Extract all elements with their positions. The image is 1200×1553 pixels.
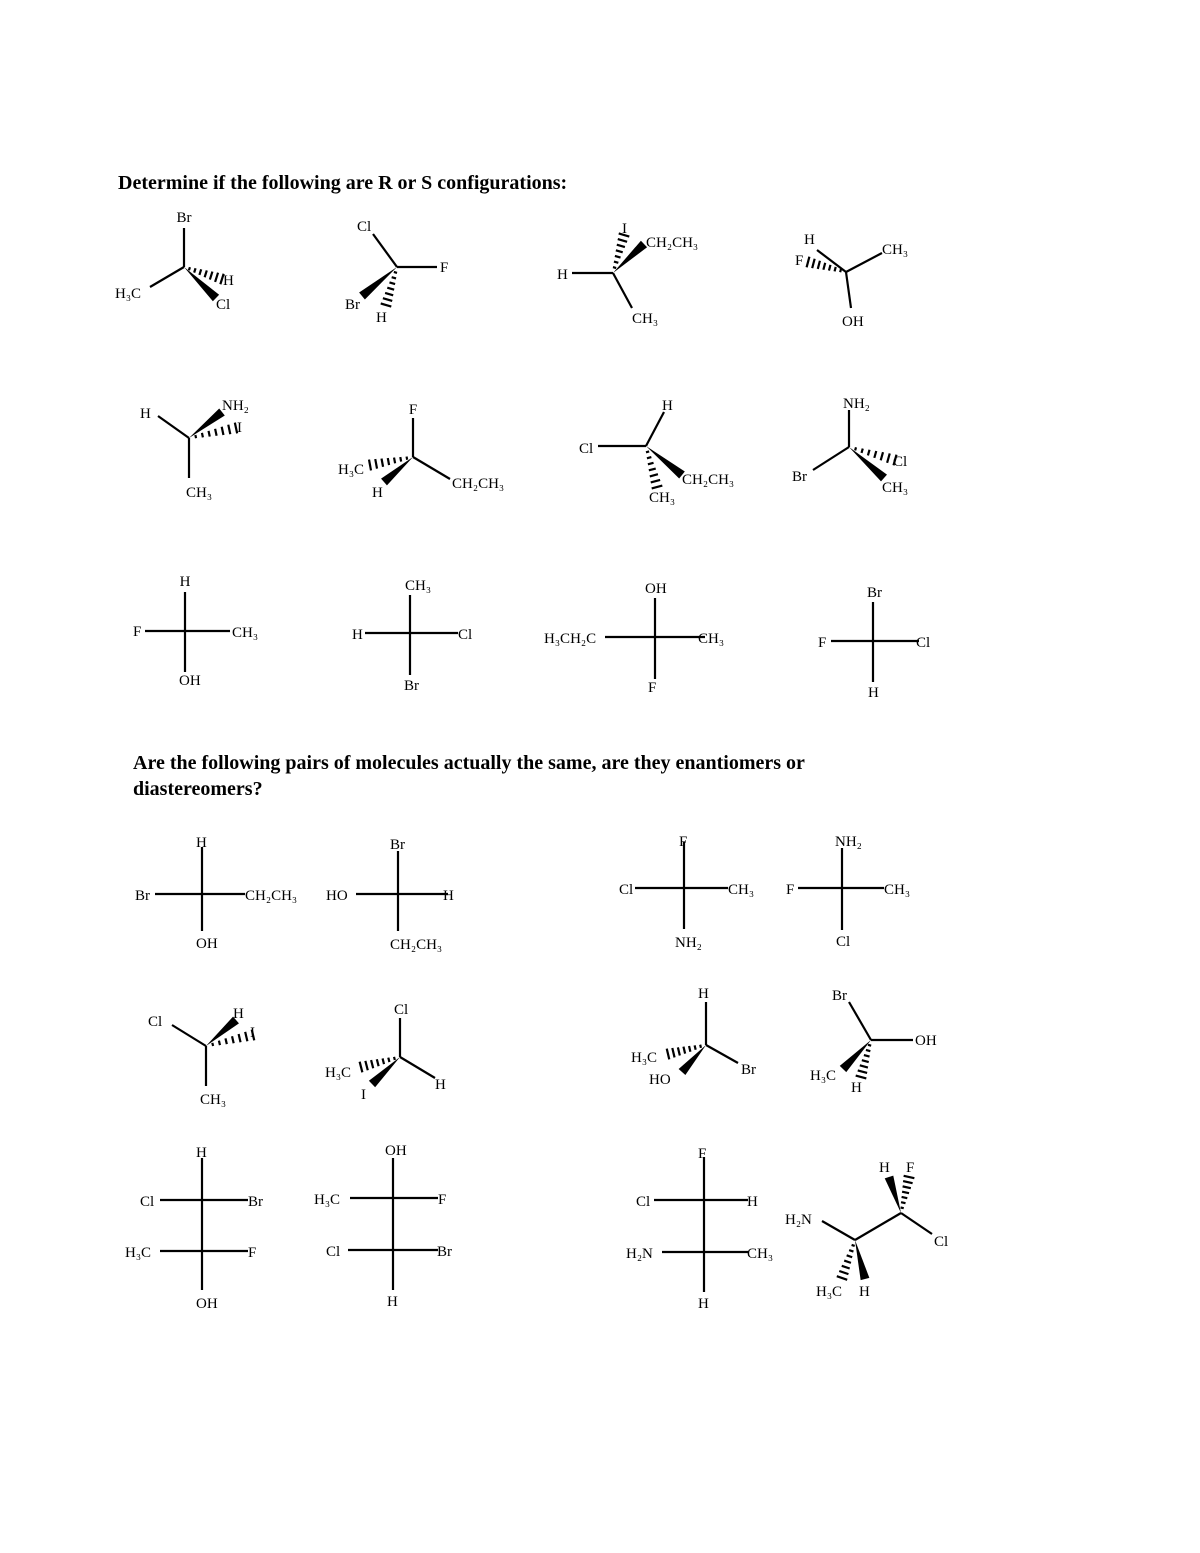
hash-segment	[189, 267, 190, 270]
atom-label-br: Br	[741, 1062, 756, 1078]
atom-label-h3c: H₃C	[314, 1192, 341, 1208]
wedge-bond	[189, 408, 225, 438]
hash-segment	[392, 277, 396, 278]
atom-label-h2n: H₂N	[785, 1212, 812, 1228]
hash-segment	[647, 457, 651, 458]
atom-label-oh: OH	[915, 1033, 937, 1049]
atom-label-ch3: CH₃	[405, 578, 432, 594]
hash-segment	[394, 272, 397, 273]
atom-label-cl: Cl	[893, 454, 908, 470]
hash-segment	[823, 263, 825, 270]
bond-line	[706, 1045, 738, 1063]
hash-segment	[807, 257, 810, 268]
atom-label-nh2: NH₂	[222, 398, 249, 414]
hash-segment	[651, 480, 660, 483]
hash-segment	[365, 1061, 367, 1070]
atom-label-f: F	[440, 260, 449, 276]
hash-segment	[394, 458, 395, 464]
hash-segment	[209, 431, 210, 437]
hash-segment	[837, 1276, 847, 1280]
atom-label-cl: Cl	[579, 441, 594, 457]
bond-line	[901, 1213, 932, 1234]
hash-segment	[383, 298, 392, 301]
bond-line	[846, 253, 882, 272]
bond-line	[158, 416, 189, 438]
pair-2-fischer-b	[786, 834, 910, 950]
hash-segment	[904, 1176, 915, 1178]
atom-label-h: H	[747, 1194, 758, 1210]
pair-4-molecule-a	[631, 986, 756, 1088]
atom-label-oh: OH	[196, 936, 218, 952]
atom-label-f: F	[786, 882, 795, 898]
atom-label-ch3: CH₃	[632, 311, 659, 327]
bond-line	[646, 412, 664, 446]
atom-label-br: Br	[437, 1244, 452, 1260]
atom-label-br: Br	[176, 210, 192, 226]
atom-label-br: Br	[832, 988, 847, 1004]
pair-3-molecule-b	[325, 1002, 446, 1103]
atom-label-h: H	[443, 888, 454, 904]
atom-label-oh: OH	[645, 581, 667, 597]
atom-label-h3c: H₃C	[810, 1068, 837, 1084]
hash-segment	[375, 459, 377, 469]
atom-label-f: F	[818, 635, 827, 651]
atom-label-ch3: CH₃	[882, 242, 909, 258]
hash-segment	[901, 1202, 905, 1203]
hash-segment	[868, 450, 870, 456]
bond-line	[172, 1025, 206, 1046]
pair-6-fischer-a	[626, 1146, 773, 1312]
hash-segment	[210, 272, 213, 280]
atom-label-h2n: H₂N	[626, 1246, 653, 1262]
hash-segment	[616, 250, 623, 252]
atom-label-ch3: CH₃	[200, 1092, 227, 1108]
hash-segment	[650, 474, 658, 476]
atom-label-nh2: NH₂	[675, 935, 702, 951]
atom-label-h3ch2c: H₃CH₂C	[544, 631, 597, 647]
hash-segment	[852, 1245, 855, 1246]
atom-label-i: I	[237, 420, 242, 436]
hash-segment	[874, 451, 876, 458]
hash-segment	[672, 1048, 674, 1057]
atom-label-h: H	[196, 1145, 207, 1161]
molecule-3	[557, 221, 698, 327]
hash-segment	[377, 1059, 379, 1066]
hash-segment	[617, 245, 625, 247]
hash-segment	[388, 1058, 389, 1062]
hash-segment	[360, 1062, 363, 1073]
atom-label-h: H	[804, 232, 815, 248]
hash-segment	[219, 1041, 220, 1045]
hash-segment	[194, 268, 195, 272]
hash-segment	[371, 1060, 373, 1068]
atom-label-h: H	[859, 1284, 870, 1300]
atom-label-ho: HO	[326, 888, 348, 904]
hash-segment	[887, 453, 890, 462]
atom-label-h: H	[387, 1294, 398, 1310]
atom-label-i: I	[250, 1025, 255, 1041]
atom-label-br: Br	[135, 888, 150, 904]
molecule-7	[579, 398, 734, 506]
hash-segment	[381, 303, 392, 306]
hash-segment	[858, 1070, 867, 1073]
wedge-bond	[679, 1045, 706, 1075]
bond-line	[400, 1057, 435, 1078]
atom-label-h3c: H₃C	[631, 1050, 658, 1066]
atom-label-ch2ch3: CH₂CH₃	[452, 476, 505, 492]
hash-segment	[860, 1065, 868, 1067]
hash-segment	[205, 270, 207, 277]
hash-segment	[388, 458, 389, 465]
atom-label-f: F	[133, 624, 142, 640]
hash-segment	[866, 1050, 870, 1051]
atom-label-ch3: CH₃	[649, 490, 676, 506]
hash-segment	[228, 425, 230, 435]
atom-label-ho: HO	[649, 1072, 671, 1088]
atom-label-h: H	[868, 685, 879, 701]
hash-segment	[215, 273, 218, 282]
atom-label-cl: Cl	[934, 1234, 949, 1250]
pair-1-fischer-b	[326, 837, 454, 953]
hash-segment	[678, 1047, 680, 1055]
atom-label-h: H	[662, 398, 673, 414]
atom-label-oh: OH	[842, 314, 864, 330]
atom-label-br: Br	[248, 1194, 263, 1210]
heading-pairs-line-2: diastereomers?	[133, 778, 263, 800]
hash-segment	[245, 1032, 247, 1041]
atom-label-ch2ch3: CH₂CH₃	[245, 888, 298, 904]
hash-segment	[818, 261, 820, 269]
bond-line	[846, 272, 851, 308]
hash-segment	[613, 267, 616, 268]
hash-segment	[844, 1261, 851, 1263]
atom-label-h: H	[352, 627, 363, 643]
atom-label-h: H	[557, 267, 568, 283]
hash-segment	[195, 435, 196, 438]
hash-segment	[400, 457, 401, 461]
hash-segment	[840, 269, 841, 272]
hash-segment	[902, 1197, 908, 1198]
hash-segment	[829, 265, 830, 271]
hash-segment	[856, 1076, 867, 1079]
atom-label-cl: Cl	[148, 1014, 163, 1030]
bond-line	[849, 1002, 871, 1040]
bond-line	[150, 267, 184, 287]
hash-segment	[383, 1058, 384, 1064]
hash-segment	[652, 486, 663, 489]
bond-line	[813, 447, 849, 470]
hash-segment	[864, 1055, 870, 1057]
atom-label-h: H	[435, 1077, 446, 1093]
atom-label-h3c: H₃C	[816, 1284, 843, 1300]
atom-label-i: I	[361, 1087, 366, 1103]
bond-line	[613, 273, 632, 308]
bond-line	[373, 234, 397, 267]
atom-label-h: H	[698, 986, 709, 1002]
hash-segment	[199, 269, 201, 275]
fischer-3	[544, 581, 724, 696]
heading-pairs-line-1: Are the following pairs of molecules actually the same, are they enantiomers or	[133, 752, 805, 774]
atom-label-ch3: CH₃	[186, 485, 213, 501]
atom-label-ch3: CH₃	[882, 480, 909, 496]
hash-segment	[385, 293, 393, 295]
fischer-4	[818, 585, 930, 701]
atom-label-h: H	[140, 406, 151, 422]
hash-segment	[389, 282, 395, 284]
atom-label-cl: Cl	[619, 882, 634, 898]
molecule-5	[140, 398, 249, 501]
hash-segment	[394, 1057, 395, 1060]
atom-label-ch2ch3: CH₂CH₃	[646, 235, 699, 251]
atom-label-cl: Cl	[216, 297, 231, 313]
atom-label-ch3: CH₃	[728, 882, 755, 898]
bond-line	[413, 457, 450, 479]
atom-label-cl: Cl	[394, 1002, 409, 1018]
hash-segment	[847, 1255, 853, 1257]
hash-segment	[667, 1049, 670, 1060]
heading-r-s-configurations: Determine if the following are R or S configurations:	[118, 172, 568, 194]
molecule-6	[338, 402, 504, 501]
atom-label-ch3: CH₃	[884, 882, 911, 898]
atom-label-ch2ch3: CH₂CH₃	[682, 472, 735, 488]
hash-segment	[648, 463, 654, 465]
pair-1-fischer-a	[135, 835, 297, 952]
pair-5-fischer-b	[314, 1143, 452, 1310]
bond-line	[822, 1221, 855, 1240]
atom-label-h3c: H₃C	[325, 1065, 352, 1081]
atom-label-br: Br	[867, 585, 882, 601]
atom-label-br: Br	[390, 837, 405, 853]
pair-2-fischer-a	[619, 834, 754, 951]
atom-label-br: Br	[792, 469, 807, 485]
hash-segment	[839, 1271, 848, 1274]
atom-label-f: F	[438, 1192, 447, 1208]
hash-segment	[689, 1046, 690, 1052]
wedge-bond	[184, 267, 219, 301]
hash-segment	[232, 1036, 234, 1043]
atom-label-ch3: CH₃	[747, 1246, 774, 1262]
atom-label-oh: OH	[179, 673, 201, 689]
hash-segment	[902, 1192, 909, 1194]
pair-3-molecule-a	[148, 1006, 255, 1108]
hash-segment	[903, 1181, 912, 1183]
fischer-2	[352, 578, 472, 694]
atom-label-ch3: CH₃	[232, 625, 259, 641]
atom-label-h3c: H₃C	[115, 286, 142, 302]
bond-line	[855, 1213, 901, 1240]
hash-segment	[812, 259, 814, 268]
atom-label-f: F	[906, 1160, 915, 1176]
hash-segment	[695, 1045, 696, 1049]
hash-segment	[849, 1250, 853, 1251]
atom-label-f: F	[795, 253, 804, 269]
hash-segment	[212, 1043, 213, 1046]
hash-segment	[649, 469, 656, 471]
atom-label-cl: Cl	[357, 219, 372, 235]
atom-label-h: H	[196, 835, 207, 851]
atom-label-f: F	[248, 1245, 257, 1261]
hash-segment	[881, 452, 883, 460]
atom-label-h: H	[223, 273, 234, 289]
atom-label-ch2ch3: CH₂CH₃	[390, 937, 443, 953]
atom-label-cl: Cl	[636, 1194, 651, 1210]
hash-segment	[862, 449, 863, 453]
atom-label-h: H	[233, 1006, 244, 1022]
hash-segment	[868, 1045, 871, 1046]
pair-5-fischer-a	[125, 1145, 263, 1312]
hash-segment	[407, 457, 408, 460]
wedge-bond	[855, 1240, 869, 1280]
atom-label-ch3: CH₃	[698, 631, 725, 647]
atom-label-br: Br	[345, 297, 360, 313]
hash-segment	[842, 1266, 850, 1269]
wedge-bond	[381, 457, 413, 485]
molecule-1	[115, 210, 234, 313]
atom-label-nh2: NH₂	[835, 834, 862, 850]
bond-line	[817, 250, 846, 272]
hash-segment	[646, 451, 649, 452]
atom-label-oh: OH	[196, 1296, 218, 1312]
pair-6-fischer-b	[785, 1160, 948, 1300]
hash-segment	[683, 1047, 685, 1054]
pair-4-molecule-b	[810, 988, 937, 1096]
atom-label-i: I	[622, 221, 627, 237]
atom-label-h3c: H₃C	[125, 1245, 152, 1261]
atom-label-br: Br	[404, 678, 419, 694]
atom-label-f: F	[648, 680, 657, 696]
hash-segment	[855, 447, 856, 450]
atom-label-h: H	[698, 1296, 709, 1312]
atom-label-h: H	[376, 310, 387, 326]
hash-segment	[369, 460, 371, 471]
hash-segment	[862, 1060, 869, 1062]
atom-label-nh2: NH₂	[843, 396, 870, 412]
hash-segment	[222, 427, 224, 435]
atom-label-cl: Cl	[836, 934, 851, 950]
atom-label-oh: OH	[385, 1143, 407, 1159]
molecule-4	[795, 232, 908, 330]
molecule-8	[792, 396, 908, 496]
molecule-2	[345, 219, 448, 326]
atom-label-h: H	[879, 1160, 890, 1176]
hash-segment	[387, 288, 394, 290]
atom-label-cl: Cl	[326, 1244, 341, 1260]
hash-segment	[901, 1208, 904, 1209]
atom-label-h: H	[179, 574, 191, 590]
hash-segment	[615, 256, 621, 258]
atom-label-h: H	[851, 1080, 862, 1096]
hash-segment	[225, 1038, 226, 1044]
atom-label-h3c: H₃C	[338, 462, 365, 478]
atom-label-cl: Cl	[916, 635, 931, 651]
hash-segment	[239, 1034, 241, 1042]
hash-segment	[382, 459, 384, 467]
atom-label-f: F	[698, 1146, 707, 1162]
hash-segment	[618, 239, 627, 242]
wedge-bond	[885, 1176, 901, 1213]
hash-segment	[903, 1186, 911, 1188]
atom-label-f: F	[408, 402, 418, 418]
hash-segment	[215, 429, 216, 436]
hash-segment	[202, 433, 203, 437]
atom-label-f: F	[679, 834, 688, 850]
atom-label-h: H	[372, 485, 383, 501]
fischer-1	[133, 574, 258, 689]
atom-label-cl: Cl	[140, 1194, 155, 1210]
atom-label-cl: Cl	[458, 627, 473, 643]
hash-segment	[700, 1045, 701, 1048]
hash-segment	[614, 262, 618, 263]
hash-segment	[835, 267, 836, 271]
